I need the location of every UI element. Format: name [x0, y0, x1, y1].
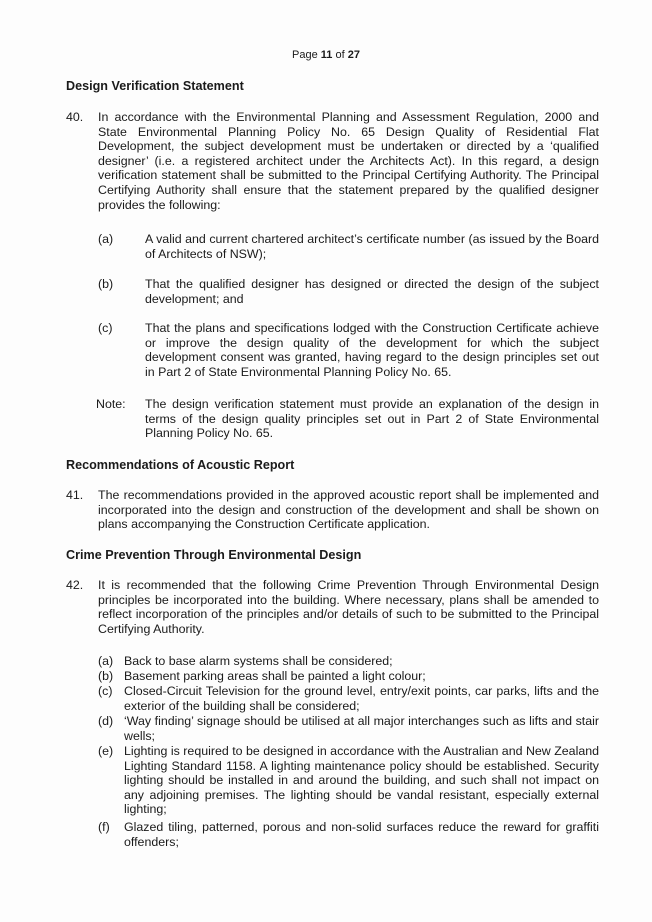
condition-42-item-a-text: Back to base alarm systems shall be considered;	[124, 654, 393, 668]
condition-42-item-e-label: (e)	[98, 744, 114, 758]
condition-42-item-c-label: (c)	[98, 684, 113, 698]
condition-42-item-b-text: Basement parking areas shall be painted a light colour;	[124, 669, 426, 683]
page-prefix: Page	[292, 49, 318, 61]
page-of: of	[335, 49, 345, 61]
condition-40-item-a-label: (a)	[98, 232, 114, 246]
condition-40-item-b-text: That the qualified designer has designed or directed the design of the subject development; and	[145, 277, 599, 306]
condition-42-item-d-text: ‘Way finding’ signage should be utilised at all major interchanges such as lifts and stair wells;	[124, 714, 599, 743]
condition-42-item-e-text: Lighting is required to be designed in accordance with the Australian and New Zealand Lighting Standard 1158. A lighting maintenance policy should be established. Security lighting should be installed in and around the building, and such shall not impact on any adjoining premises. The lighting should be vandal resistant, especially external lighting;	[124, 744, 599, 817]
section-heading-acoustic: Recommendations of Acoustic Report	[66, 458, 295, 472]
page-header	[0, 48, 652, 63]
condition-42-item-f-label: (f)	[98, 820, 110, 834]
section-heading-cpted: Crime Prevention Through Environmental Design	[66, 548, 362, 562]
condition-40-item-a-text: A valid and current chartered architect’s certificate number (as issued by the Board of Architects of NSW);	[145, 232, 599, 261]
condition-42-item-b-label: (b)	[98, 669, 114, 683]
condition-42-item-f-text: Glazed tiling, patterned, porous and non-solid surfaces reduce the reward for graffiti offenders;	[124, 820, 599, 849]
page-number: 11	[320, 49, 333, 61]
page-total: 27	[347, 49, 360, 61]
condition-40-item-c-label: (c)	[98, 321, 113, 335]
condition-40-item-c-text: That the plans and specifications lodged with the Construction Certificate achieve or improve the design quality of the development for which the subject development consent was granted, having regard to the design principles set out in Part 2 of State Environmental Planning Policy No. 65.	[145, 321, 599, 379]
section-heading-design-verification: Design Verification Statement	[66, 79, 244, 93]
condition-42-item-a-label: (a)	[98, 654, 114, 668]
condition-number-40: 40.	[66, 110, 84, 124]
condition-40-note-text: The design verification statement must provide an explanation of the design in terms of the design quality principles set out in Part 2 of State Environmental Planning Policy No. 65.	[145, 397, 599, 441]
condition-41-text: The recommendations provided in the approved acoustic report shall be implemented and incorporated into the design and construction of the development and shall be shown on plans accompanying the Construction Certificate application.	[98, 488, 599, 532]
condition-40-text: In accordance with the Environmental Planning and Assessment Regulation, 2000 and State Environmental Planning Policy No. 65 Design Quality of Residential Flat Development, the subject development must be undertaken or directed by a ‘qualified designer’ (i.e. a registered architect under the Architects Act). In this regard, a design verification statement shall be submitted to the Principal Certifying Authority. The Principal Certifying Authority shall ensure that the statement prepared by the qualified designer provides the following:	[98, 110, 599, 212]
condition-number-42: 42.	[66, 578, 84, 592]
condition-40-note-label: Note:	[96, 397, 126, 411]
condition-number-41: 41.	[66, 488, 84, 502]
condition-42-item-c-text: Closed-Circuit Television for the ground level, entry/exit points, car parks, lifts and the exterior of the building shall be considered;	[124, 684, 599, 713]
condition-40-item-b-label: (b)	[98, 277, 114, 291]
condition-42-item-d-label: (d)	[98, 714, 114, 728]
condition-42-text: It is recommended that the following Crime Prevention Through Environmental Design principles be incorporated into the building. Where necessary, plans shall be amended to reflect incorporation of the principles and/or details of such to be submitted to the Principal Certifying Authority.	[98, 578, 599, 636]
